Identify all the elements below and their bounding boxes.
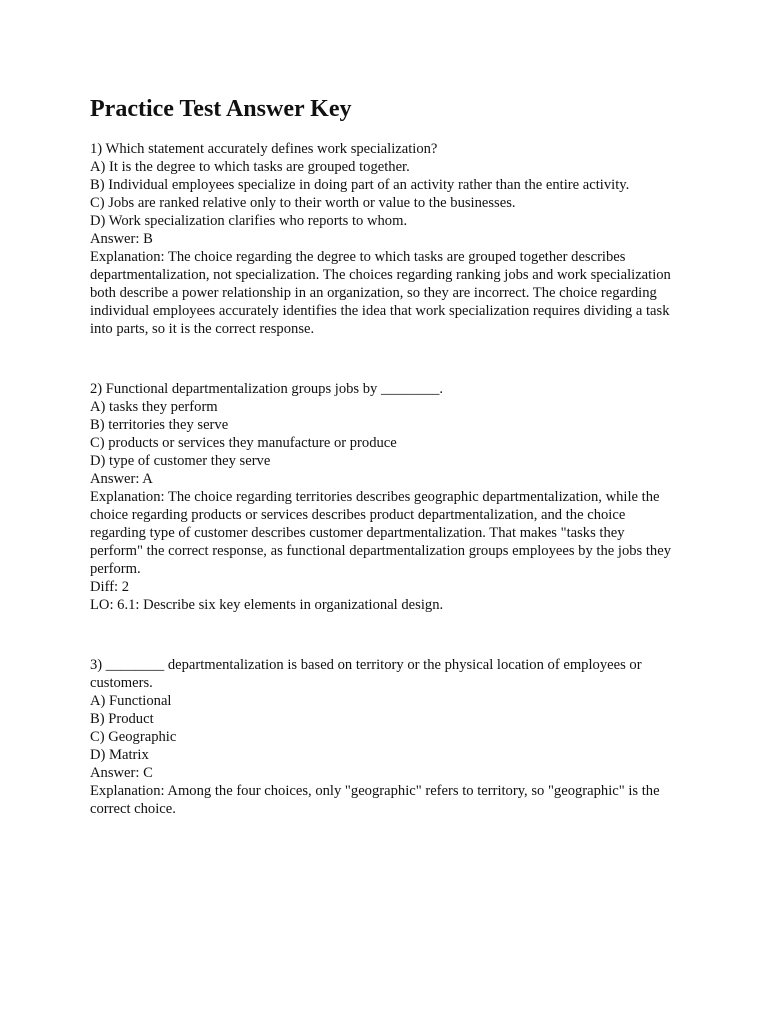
question-stem: 2) Functional departmentalization groups jobs by ________. (90, 381, 444, 397)
difficulty-line: Diff: 2 (90, 579, 130, 595)
explanation-paragraph: Explanation: Among the four choices, only "geographic" refers to territory, so "geographic" is the correct choice. (90, 783, 660, 817)
question-2 (90, 380, 675, 614)
option-b: B) Individual employees specialize in doing part of an activity rather than the entire activity. (90, 177, 630, 193)
option-d: D) Work specialization clarifies who reports to whom. (90, 213, 408, 229)
option-b: B) Product (90, 711, 154, 727)
answer-line: Answer: C (90, 765, 153, 781)
option-c: C) Jobs are ranked relative only to their worth or value to the businesses. (90, 195, 516, 211)
question-stem: 1) Which statement accurately defines work specialization? (90, 141, 438, 157)
option-a: A) tasks they perform (90, 399, 218, 415)
option-d: D) Matrix (90, 747, 149, 763)
document-title: Practice Test Answer Key (90, 96, 352, 122)
option-a: A) Functional (90, 693, 172, 709)
question-stem: 3) ________ departmentalization is based on territory or the physical location of employees or customers. (90, 657, 642, 691)
option-c: C) products or services they manufacture or produce (90, 435, 397, 451)
option-d: D) type of customer they serve (90, 453, 271, 469)
document-page (90, 92, 675, 818)
learning-objective-line: LO: 6.1: Describe six key elements in organizational design. (90, 597, 444, 613)
option-b: B) territories they serve (90, 417, 229, 433)
explanation-paragraph: Explanation: The choice regarding territories describes geographic departmentalization, while the choice regarding products or services describes product departmentalization, and the choice regarding type of customer describes customer departmentalization. That makes "tasks they perform" the correct response, as functional departmentalization groups employees by the jobs they perform. (90, 489, 672, 577)
answer-line: Answer: A (90, 471, 153, 487)
answer-line: Answer: B (90, 231, 153, 247)
option-a: A) It is the degree to which tasks are grouped together. (90, 159, 410, 175)
question-1 (90, 140, 675, 338)
explanation-paragraph: Explanation: The choice regarding the degree to which tasks are grouped together describes departmentalization, not specialization. The choices regarding ranking jobs and work specialization both describe a power relationship in an organization, so they are incorrect. The choice regarding individual employees accurately identifies the idea that work specialization requires dividing a task into parts, so it is the correct response. (90, 249, 671, 337)
question-3 (90, 656, 675, 818)
option-c: C) Geographic (90, 729, 177, 745)
